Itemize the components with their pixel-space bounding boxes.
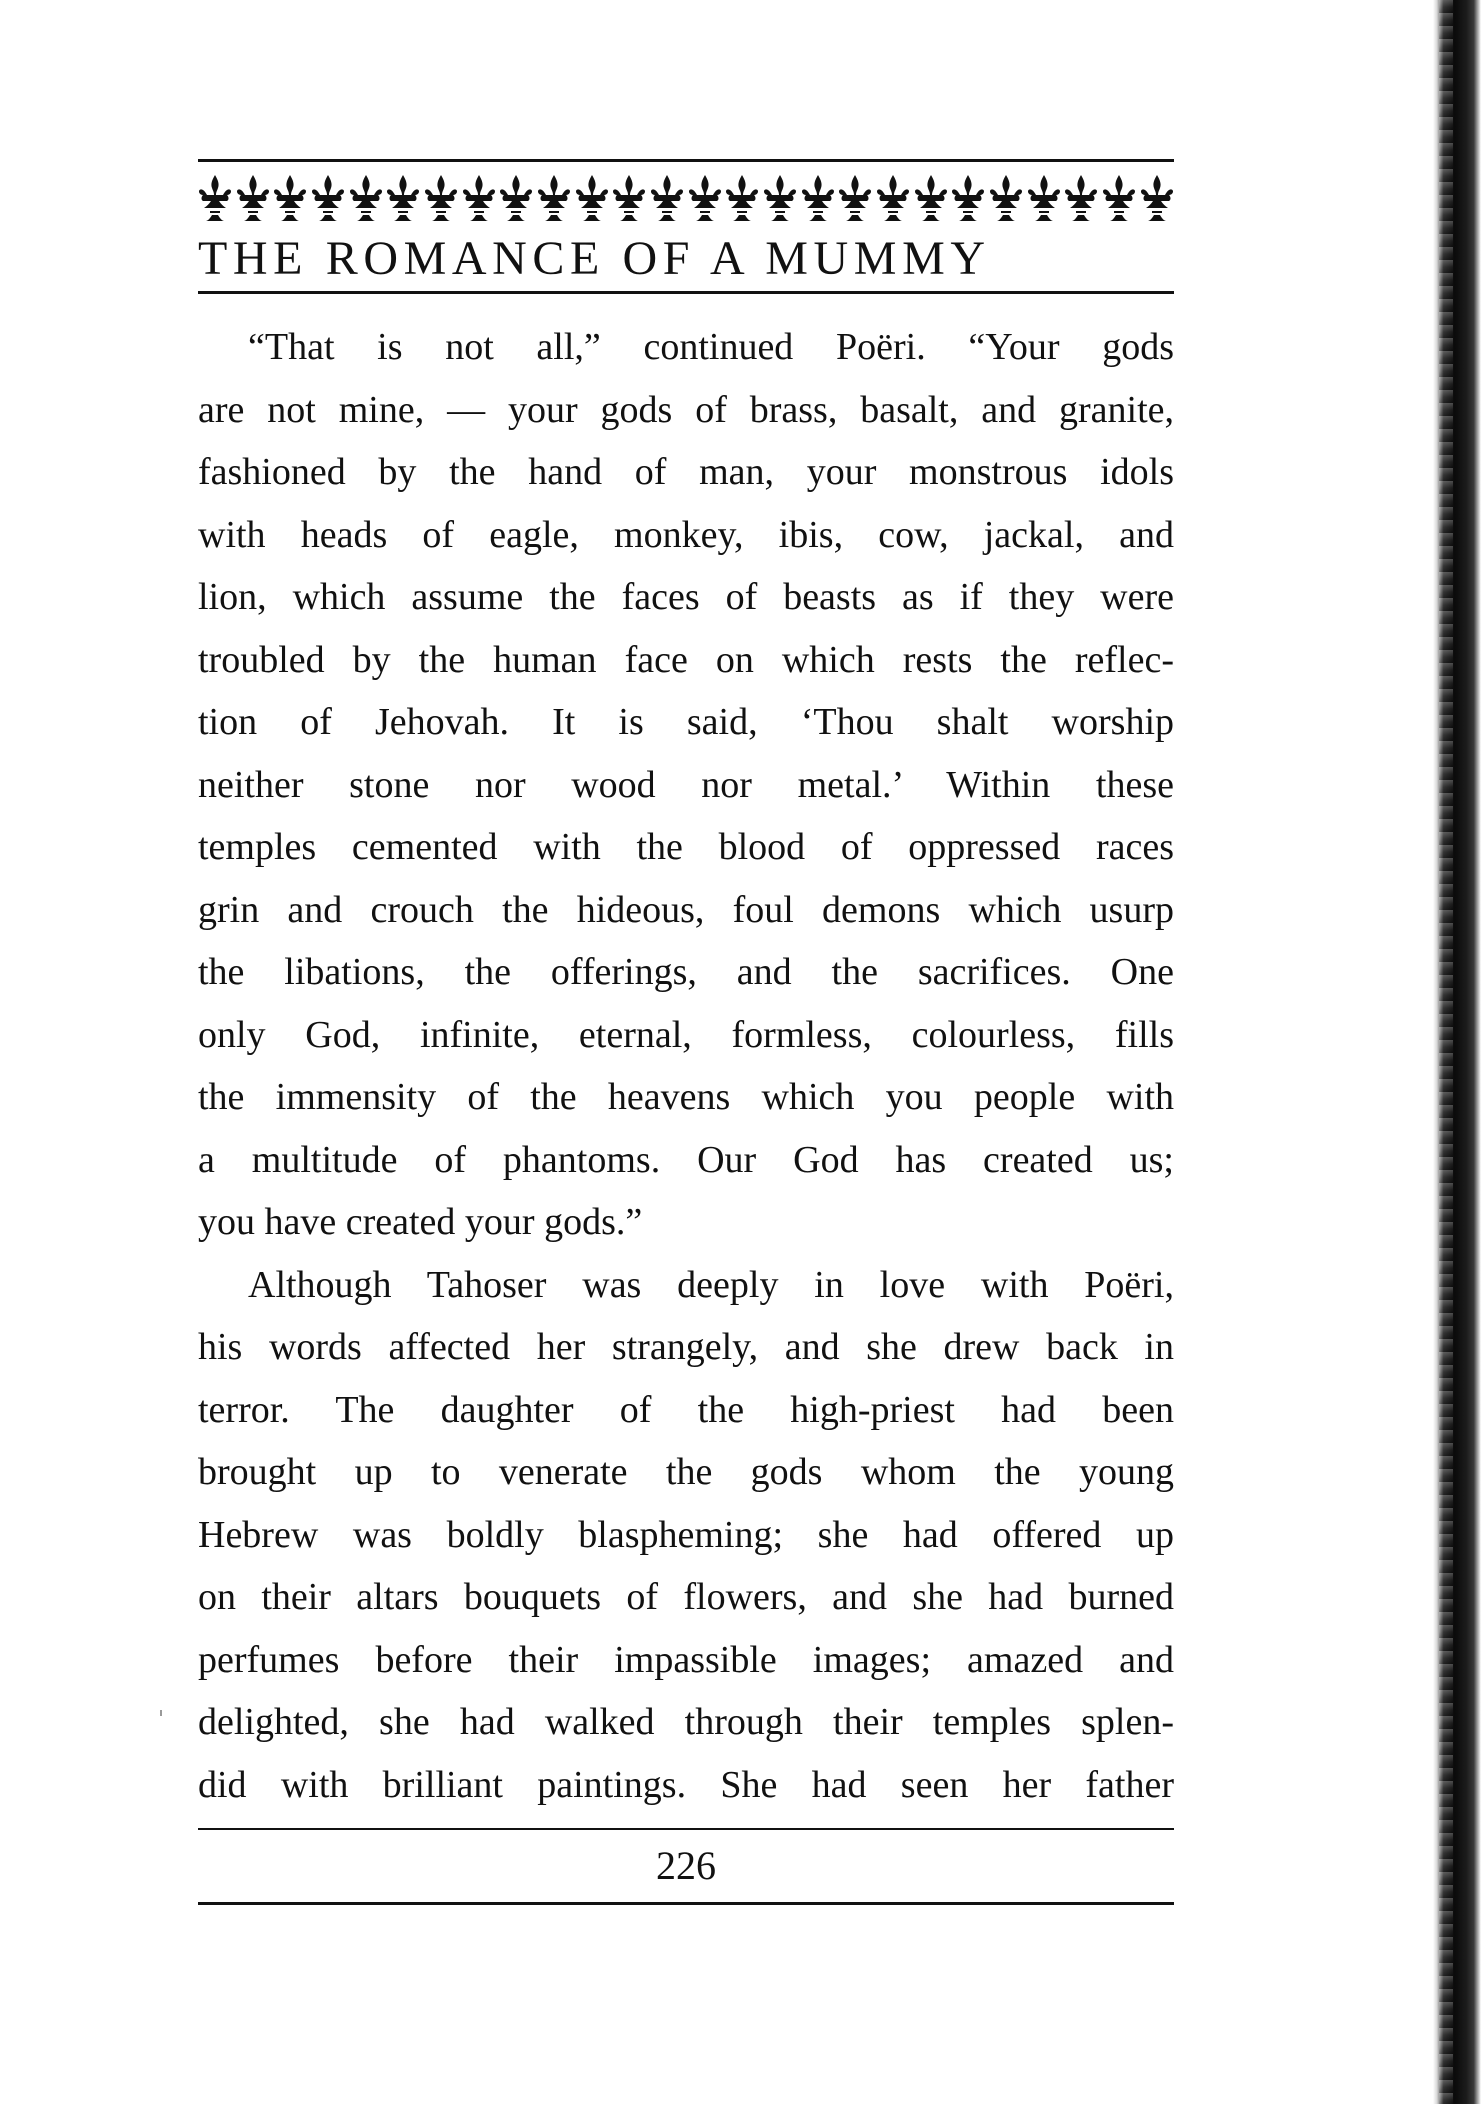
body-text xyxy=(198,316,1174,1816)
fleur-de-lis-icon xyxy=(876,173,910,223)
text-line: a multitude of phantoms. Our God has created us; xyxy=(198,1138,1174,1181)
fleur-de-lis-icon xyxy=(612,173,646,223)
text-line: on their altars bouquets of flowers, and she had burned xyxy=(198,1576,1174,1618)
text-line: troubled by the human face on which rests the reflec- xyxy=(198,638,1174,681)
text-line: terror. The daughter of the high-priest had been xyxy=(198,1388,1174,1431)
fleur-de-lis-icon xyxy=(311,173,345,223)
fleur-de-lis-icon xyxy=(575,173,609,223)
text-line: the libations, the offerings, and the sacrifices. One xyxy=(198,951,1174,993)
footer-rule-bottom xyxy=(198,1902,1174,1905)
title-rule xyxy=(198,291,1174,294)
text-line: brought up to venerate the gods whom the young xyxy=(198,1451,1174,1493)
fleur-de-lis-icon xyxy=(763,173,797,223)
page-number: 226 xyxy=(656,1843,716,1888)
text-line: fashioned by the hand of man, your monstrous idols xyxy=(198,451,1174,493)
fleuron-border xyxy=(198,170,1174,226)
fleur-de-lis-icon xyxy=(951,173,985,223)
footer-rule-top xyxy=(198,1828,1174,1830)
fleur-de-lis-icon xyxy=(725,173,759,223)
text-line: lion, which assume the faces of beasts as if they were xyxy=(198,576,1174,618)
book-page-edge xyxy=(1433,0,1481,2104)
fleur-de-lis-icon xyxy=(499,173,533,223)
fleur-de-lis-icon xyxy=(236,173,270,223)
text-line: did with brilliant paintings. She had seen her father xyxy=(198,1763,1174,1806)
fleur-de-lis-icon xyxy=(1064,173,1098,223)
text-line: neither stone nor wood nor metal.’ Within these xyxy=(198,763,1174,806)
fleur-de-lis-icon xyxy=(462,173,496,223)
text-line: only God, infinite, eternal, formless, colourless, fills xyxy=(198,1013,1174,1056)
text-line: are not mine, — your gods of brass, basalt, and granite, xyxy=(198,388,1174,431)
fleur-de-lis-icon xyxy=(349,173,383,223)
fleur-de-lis-icon xyxy=(1102,173,1136,223)
text-line: perfumes before their impassible images; amazed and xyxy=(198,1638,1174,1681)
text-line: Hebrew was boldly blaspheming; she had offered up xyxy=(198,1513,1174,1556)
margin-speck xyxy=(160,1710,162,1716)
fleur-de-lis-icon xyxy=(198,173,232,223)
fleur-de-lis-icon xyxy=(273,173,307,223)
text-line: Although Tahoser was deeply in love with Poëri, xyxy=(248,1263,1174,1306)
text-line: you have created your gods.” xyxy=(198,1201,643,1243)
fleur-de-lis-icon xyxy=(1027,173,1061,223)
fleur-de-lis-icon xyxy=(914,173,948,223)
text-line: temples cemented with the blood of oppressed races xyxy=(198,826,1174,868)
fleur-de-lis-icon xyxy=(1140,173,1174,223)
text-line: “That is not all,” continued Poëri. “Your gods xyxy=(248,326,1174,368)
fleur-de-lis-icon xyxy=(424,173,458,223)
fleur-de-lis-icon xyxy=(989,173,1023,223)
text-line: with heads of eagle, monkey, ibis, cow, jackal, and xyxy=(198,513,1174,556)
fleur-de-lis-icon xyxy=(801,173,835,223)
text-line: the immensity of the heavens which you people with xyxy=(198,1076,1174,1118)
fleur-de-lis-icon xyxy=(650,173,684,223)
fleur-de-lis-icon xyxy=(386,173,420,223)
text-line: his words affected her strangely, and she drew back in xyxy=(198,1326,1174,1368)
text-line: delighted, she had walked through their temples splen- xyxy=(198,1701,1174,1743)
fleur-de-lis-icon xyxy=(688,173,722,223)
text-line: tion of Jehovah. It is said, ‘Thou shalt worship xyxy=(198,701,1174,743)
fleur-de-lis-icon xyxy=(838,173,872,223)
fleur-de-lis-icon xyxy=(537,173,571,223)
top-rule xyxy=(198,159,1174,162)
running-head: THE ROMANCE OF A MUMMY xyxy=(198,232,991,285)
text-line: grin and crouch the hideous, foul demons which usurp xyxy=(198,888,1174,931)
